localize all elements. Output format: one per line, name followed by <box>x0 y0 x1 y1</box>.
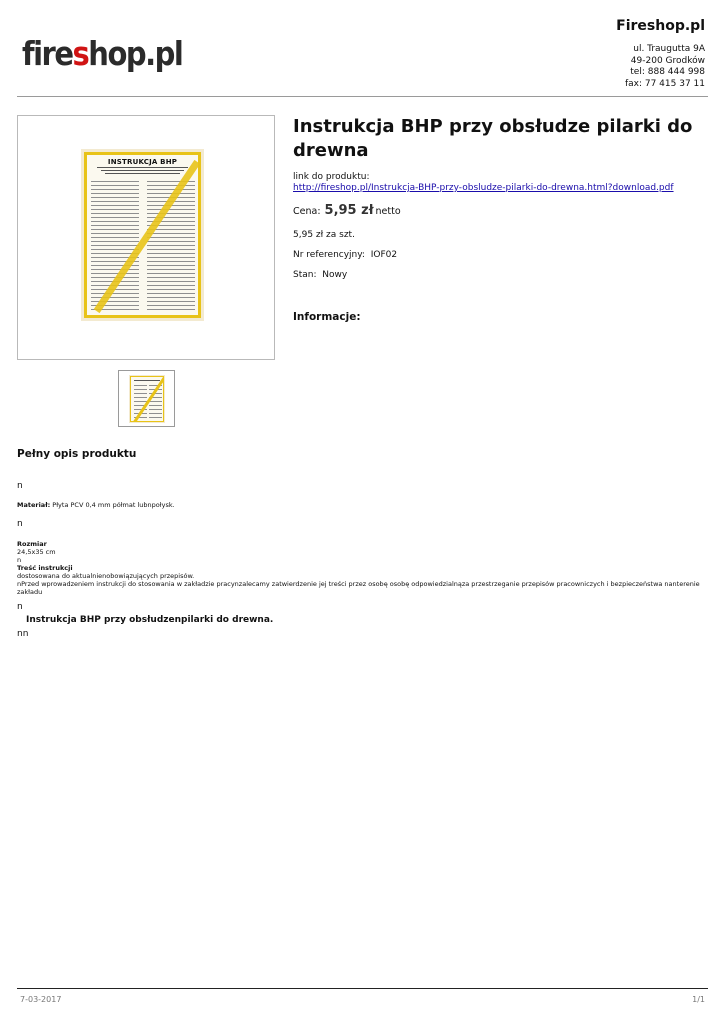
sign-title: INSTRUKCJA BHP <box>107 158 178 166</box>
price-row <box>293 203 401 218</box>
condition-value: Nowy <box>322 270 348 280</box>
header-divider <box>17 96 708 97</box>
content-label: Treść instrukcji <box>17 564 73 572</box>
description-strong-line: Instrukcja BHP przy obsłudzenpilarki do drewna. <box>26 615 274 625</box>
phone-line: tel: 888 444 998 <box>630 67 705 77</box>
size-block <box>17 540 725 596</box>
product-image[interactable] <box>81 149 204 321</box>
address-line: 49-200 Grodków <box>630 55 705 66</box>
info-heading: Informacje: <box>293 311 361 323</box>
content-line: dostosowana do aktualnienobowiązujących przepisów. <box>17 572 195 580</box>
thumbnail-sign-border <box>130 376 164 422</box>
footer-page-number: 1/1 <box>692 995 705 1004</box>
material-line <box>17 501 175 509</box>
condition-label: Stan: <box>293 270 317 280</box>
reference-value: IOF02 <box>370 250 398 260</box>
thumbnail-diagonal-stripe <box>132 376 164 422</box>
sign-subtitle <box>97 167 188 175</box>
unit-price: 5,95 zł za szt. <box>293 230 355 240</box>
price-value: 5,95 zł <box>324 203 374 218</box>
description-text: n <box>17 481 23 491</box>
product-thumbnail[interactable] <box>118 370 175 427</box>
fireshop-logo <box>22 34 182 73</box>
description-text: nn <box>17 629 29 639</box>
footer-date: 7-03-2017 <box>20 995 62 1004</box>
description-heading: Pełny opis produktu <box>17 448 137 460</box>
price-suffix: netto <box>375 206 401 217</box>
sign-border <box>84 152 201 318</box>
size-label: Rozmiar <box>17 540 47 548</box>
logo-text-3: hop.pl <box>88 34 183 74</box>
reference-number <box>293 250 397 260</box>
product-link[interactable]: http://fireshop.pl/Instrukcja-BHP-przy-obsludze-pilarki-do-drewna.html?download.pdf <box>293 183 674 193</box>
material-label: Materiał: <box>17 501 51 509</box>
address-line: ul. Traugutta 9A <box>633 44 705 54</box>
logo-text-2: s <box>72 34 89 74</box>
shop-address <box>625 44 705 90</box>
material-value: Płyta PCV 0,4 mm półmat lubnpołysk. <box>52 501 175 509</box>
footer-divider <box>17 988 708 989</box>
product-link-label: link do produktu: <box>293 172 370 182</box>
logo-text-1: fire <box>22 34 73 74</box>
shop-name: Fireshop.pl <box>616 18 705 34</box>
product-condition <box>293 270 347 280</box>
description-text: n <box>17 556 22 564</box>
fax-line: fax: 77 415 37 11 <box>624 78 705 89</box>
content-line: nPrzed wprowadzeniem instrukcji do stosowania w zakładzie pracynzalecamy zatwierdzenie jej treści przez osobę osobę odpowiedzialnąza przestrzeganie przepisów pracowniczych i bezpieczeństwa nanterenie zakładu <box>17 580 700 596</box>
reference-label: Nr referencyjny: <box>293 250 365 260</box>
thumbnail-image <box>129 375 165 423</box>
product-title: Instrukcja BHP przy obsłudze pilarki do drewna <box>293 116 693 161</box>
price-label: Cena: <box>293 206 321 217</box>
description-text: n <box>17 602 23 612</box>
size-value: 24,5x35 cm <box>17 548 56 556</box>
description-text: n <box>17 519 23 529</box>
